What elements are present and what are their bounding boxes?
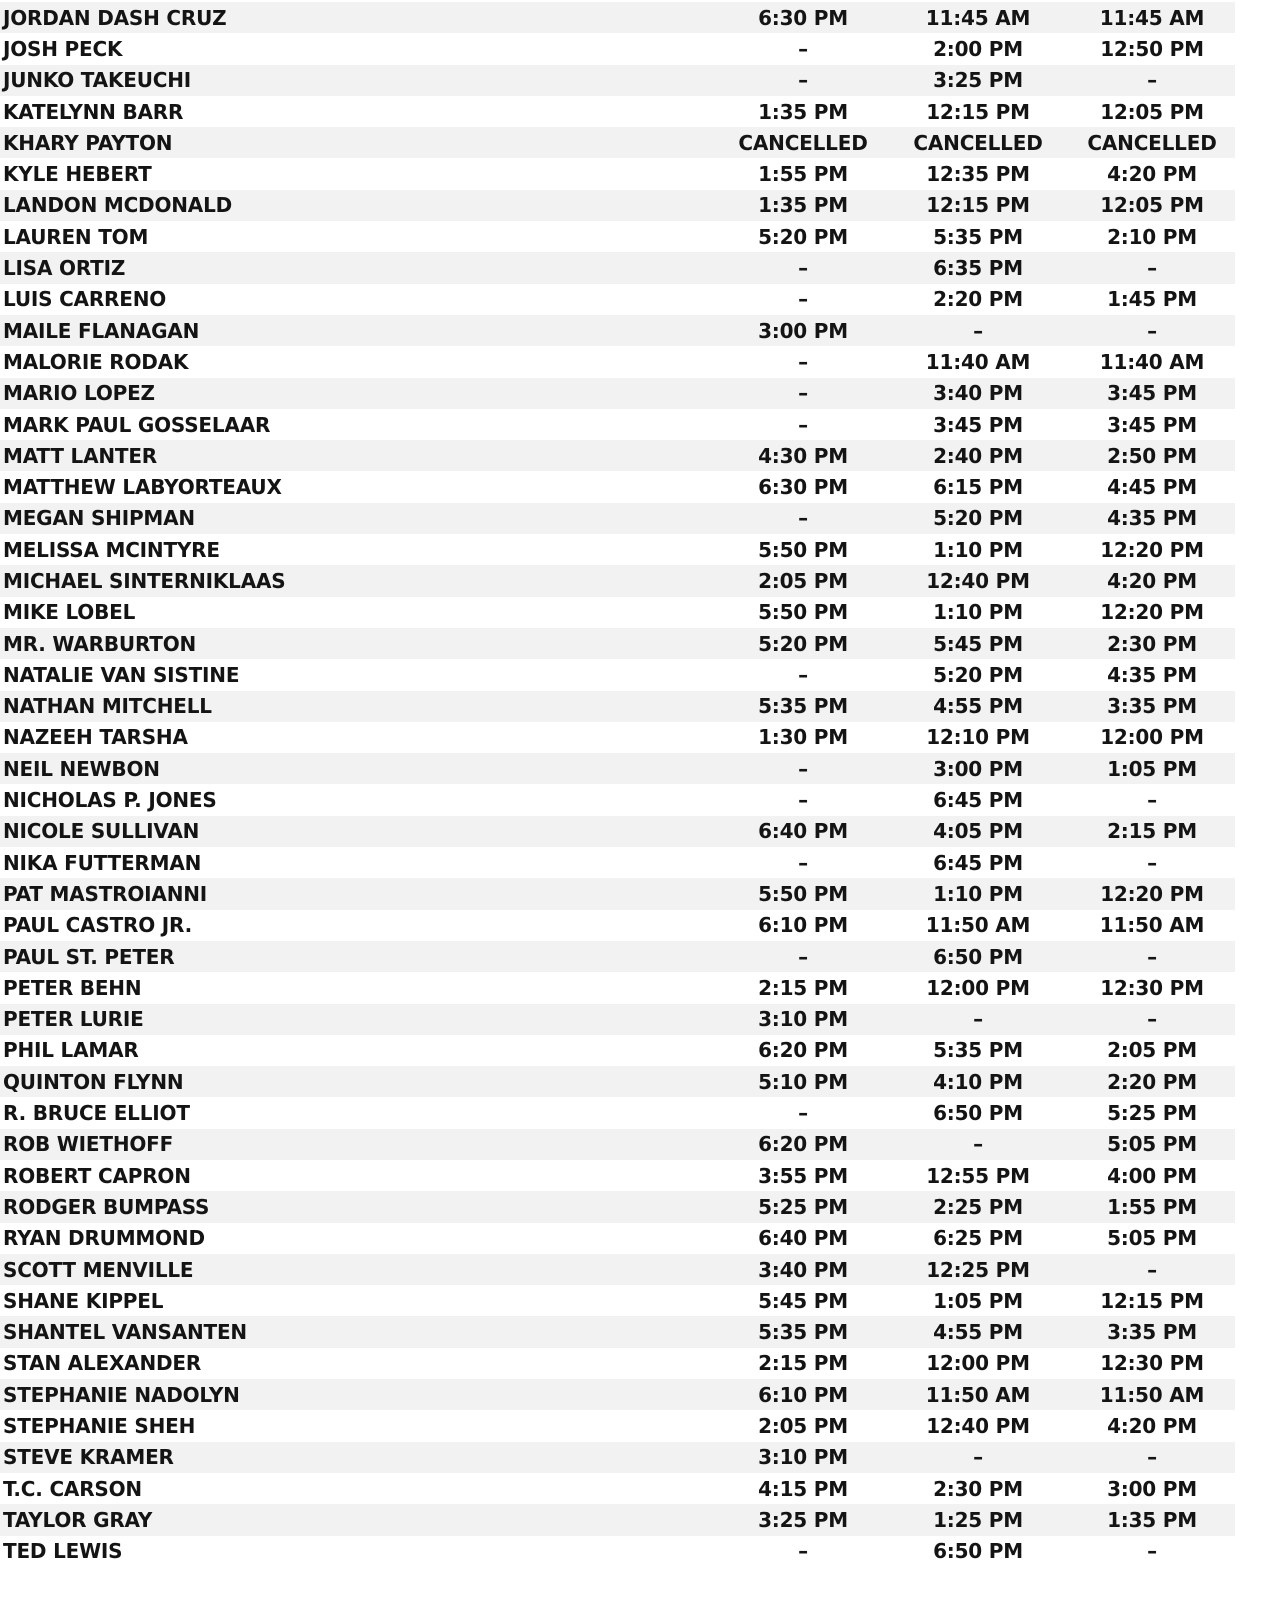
time-cell-3: 3:00 PM (1107, 1476, 1197, 1501)
table-row (0, 941, 1235, 972)
guest-name: SCOTT MENVILLE (3, 1257, 194, 1282)
time-cell-2: 1:10 PM (933, 600, 1023, 625)
time-cell-2: 5:45 PM (933, 631, 1023, 656)
table-row (0, 65, 1235, 96)
table-row (0, 722, 1235, 753)
time-cell-1: 3:25 PM (758, 1507, 848, 1532)
time-cell-3: 2:20 PM (1107, 1069, 1197, 1094)
time-cell-1: 5:25 PM (758, 1194, 848, 1219)
time-cell-2: 12:00 PM (926, 1351, 1030, 1376)
guest-name: RYAN DRUMMOND (3, 1226, 205, 1251)
guest-name: STEPHANIE NADOLYN (3, 1382, 240, 1407)
time-cell-3: 2:50 PM (1107, 443, 1197, 468)
guest-name: PETER LURIE (3, 1007, 144, 1032)
guest-name: LISA ORTIZ (3, 256, 126, 281)
time-cell-2: 12:15 PM (926, 193, 1030, 218)
table-row (0, 1379, 1235, 1410)
table-row (0, 1504, 1235, 1535)
time-cell-2: 11:50 AM (925, 913, 1031, 938)
time-cell-2: 1:05 PM (933, 1288, 1023, 1313)
guest-name: QUINTON FLYNN (3, 1069, 184, 1094)
table-row (0, 378, 1235, 409)
time-cell-2: 6:50 PM (933, 944, 1023, 969)
time-cell-3: 12:20 PM (1100, 881, 1204, 906)
time-cell-2: 6:35 PM (933, 256, 1023, 281)
time-cell-2: 11:45 AM (925, 5, 1031, 30)
guest-name: NATALIE VAN SISTINE (3, 662, 240, 687)
time-cell-1: CANCELLED (738, 130, 868, 155)
table-row (0, 878, 1235, 909)
guest-name: KYLE HEBERT (3, 162, 152, 187)
time-cell-1: – (798, 36, 808, 61)
time-cell-3: 5:05 PM (1107, 1132, 1197, 1157)
time-cell-2: 2:40 PM (933, 443, 1023, 468)
guest-name: MEGAN SHIPMAN (3, 506, 195, 531)
table-row (0, 1348, 1235, 1379)
time-cell-1: – (798, 1101, 808, 1126)
table-row (0, 1097, 1235, 1128)
guest-name: LANDON MCDONALD (3, 193, 233, 218)
time-cell-3: – (1147, 944, 1157, 969)
time-cell-2: 4:55 PM (933, 1320, 1023, 1345)
guest-name: TED LEWIS (3, 1539, 123, 1564)
guest-name: NICOLE SULLIVAN (3, 819, 200, 844)
time-cell-1: – (798, 381, 808, 406)
time-cell-2: 12:00 PM (926, 975, 1030, 1000)
time-cell-3: 1:55 PM (1107, 1194, 1197, 1219)
table-row (0, 1191, 1235, 1222)
guest-name: R. BRUCE ELLIOT (3, 1101, 190, 1126)
time-cell-1: 5:20 PM (758, 631, 848, 656)
guest-name: KHARY PAYTON (3, 130, 173, 155)
table-row (0, 1223, 1235, 1254)
time-cell-3: 11:50 AM (1099, 913, 1205, 938)
time-cell-1: 5:10 PM (758, 1069, 848, 1094)
time-cell-2: 3:25 PM (933, 68, 1023, 93)
time-cell-3: 2:10 PM (1107, 224, 1197, 249)
table-row (0, 284, 1235, 315)
time-cell-3: – (1147, 318, 1157, 343)
table-row (0, 1285, 1235, 1316)
time-cell-3: 2:15 PM (1107, 819, 1197, 844)
table-row (0, 346, 1235, 377)
table-row (0, 2, 1235, 33)
guest-name: LUIS CARRENO (3, 287, 167, 312)
time-cell-3: – (1147, 850, 1157, 875)
time-cell-3: 4:20 PM (1107, 162, 1197, 187)
time-cell-2: 6:15 PM (933, 475, 1023, 500)
time-cell-2: 3:00 PM (933, 756, 1023, 781)
time-cell-1: – (798, 349, 808, 374)
guest-name: MELISSA MCINTYRE (3, 537, 220, 562)
time-cell-3: 4:35 PM (1107, 506, 1197, 531)
time-cell-3: 4:35 PM (1107, 662, 1197, 687)
guest-name: PAUL ST. PETER (3, 944, 175, 969)
time-cell-3: 5:25 PM (1107, 1101, 1197, 1126)
time-cell-1: – (798, 662, 808, 687)
time-cell-1: 6:40 PM (758, 819, 848, 844)
time-cell-2: 5:35 PM (933, 1038, 1023, 1063)
time-cell-3: 3:35 PM (1107, 1320, 1197, 1345)
time-cell-1: – (798, 287, 808, 312)
time-cell-3: – (1147, 788, 1157, 813)
time-cell-2: CANCELLED (913, 130, 1043, 155)
table-row (0, 784, 1235, 815)
time-cell-1: 1:35 PM (758, 193, 848, 218)
time-cell-1: 3:10 PM (758, 1007, 848, 1032)
time-cell-1: 5:50 PM (758, 537, 848, 562)
table-row (0, 190, 1235, 221)
time-cell-2: – (973, 318, 983, 343)
time-cell-2: 2:25 PM (933, 1194, 1023, 1219)
time-cell-1: 3:10 PM (758, 1445, 848, 1470)
guest-name: MIKE LOBEL (3, 600, 136, 625)
table-row (0, 534, 1235, 565)
table-row (0, 440, 1235, 471)
guest-name: MARK PAUL GOSSELAAR (3, 412, 271, 437)
time-cell-3: 1:35 PM (1107, 1507, 1197, 1532)
guest-name: NICHOLAS P. JONES (3, 788, 217, 813)
time-cell-2: 3:45 PM (933, 412, 1023, 437)
time-cell-1: 2:05 PM (758, 568, 848, 593)
table-row (0, 471, 1235, 502)
time-cell-2: 2:00 PM (933, 36, 1023, 61)
time-cell-1: 1:30 PM (758, 725, 848, 750)
guest-name: SHANTEL VANSANTEN (3, 1320, 247, 1345)
table-row (0, 158, 1235, 189)
table-row (0, 315, 1235, 346)
time-cell-2: – (973, 1007, 983, 1032)
guest-name: T.C. CARSON (3, 1476, 142, 1501)
time-cell-3: 11:40 AM (1099, 349, 1205, 374)
time-cell-2: 6:50 PM (933, 1539, 1023, 1564)
time-cell-1: 6:10 PM (758, 1382, 848, 1407)
time-cell-3: 4:00 PM (1107, 1163, 1197, 1188)
time-cell-1: 1:55 PM (758, 162, 848, 187)
table-row (0, 503, 1235, 534)
time-cell-3: 12:05 PM (1100, 99, 1204, 124)
time-cell-2: 12:15 PM (926, 99, 1030, 124)
time-cell-3: 12:30 PM (1100, 975, 1204, 1000)
time-cell-1: 2:05 PM (758, 1414, 848, 1438)
guest-name: MAILE FLANAGAN (3, 318, 200, 343)
guest-name: MATTHEW LABYORTEAUX (3, 475, 282, 500)
time-cell-3: – (1147, 1257, 1157, 1282)
time-cell-3: 3:45 PM (1107, 381, 1197, 406)
time-cell-1: 6:30 PM (758, 5, 848, 30)
table-row (0, 1066, 1235, 1097)
guest-name: JORDAN DASH CRUZ (3, 5, 227, 30)
time-cell-3: 5:05 PM (1107, 1226, 1197, 1251)
time-cell-3: 12:00 PM (1100, 725, 1204, 750)
time-cell-1: 1:35 PM (758, 99, 848, 124)
table-row (0, 96, 1235, 127)
time-cell-2: 3:40 PM (933, 381, 1023, 406)
time-cell-1: 6:10 PM (758, 913, 848, 938)
time-cell-3: 12:20 PM (1100, 537, 1204, 562)
table-row (0, 972, 1235, 1003)
time-cell-2: 12:10 PM (926, 725, 1030, 750)
time-cell-1: 3:55 PM (758, 1163, 848, 1188)
time-cell-3: 3:45 PM (1107, 412, 1197, 437)
guest-name: SHANE KIPPEL (3, 1288, 164, 1313)
guest-name: NAZEEH TARSHA (3, 725, 188, 750)
time-cell-2: 4:10 PM (933, 1069, 1023, 1094)
time-cell-2: 12:25 PM (926, 1257, 1030, 1282)
guest-name: MALORIE RODAK (3, 349, 189, 374)
time-cell-1: 2:15 PM (758, 975, 848, 1000)
guest-name: RODGER BUMPASS (3, 1194, 210, 1219)
table-row (0, 127, 1235, 158)
time-cell-1: – (798, 1539, 808, 1564)
guest-name: LAUREN TOM (3, 224, 149, 249)
guest-name: KATELYNN BARR (3, 99, 184, 124)
table-row (0, 1129, 1235, 1160)
time-cell-2: 11:50 AM (925, 1382, 1031, 1407)
time-cell-1: – (798, 506, 808, 531)
table-row (0, 33, 1235, 64)
time-cell-3: – (1147, 1445, 1157, 1470)
table-row (0, 753, 1235, 784)
time-cell-1: 5:35 PM (758, 1320, 848, 1345)
table-row (0, 1160, 1235, 1191)
guest-name: NEIL NEWBON (3, 756, 160, 781)
time-cell-3: – (1147, 1007, 1157, 1032)
time-cell-1: 6:20 PM (758, 1132, 848, 1157)
time-cell-1: 3:00 PM (758, 318, 848, 343)
time-cell-1: 6:30 PM (758, 475, 848, 500)
table-row (0, 1035, 1235, 1066)
time-cell-2: 6:45 PM (933, 788, 1023, 813)
time-cell-1: 2:15 PM (758, 1351, 848, 1376)
table-row (0, 1473, 1235, 1504)
time-cell-1: – (798, 68, 808, 93)
time-cell-2: 2:20 PM (933, 287, 1023, 312)
time-cell-1: 6:20 PM (758, 1038, 848, 1063)
guest-name: JOSH PECK (3, 36, 123, 61)
time-cell-3: 2:05 PM (1107, 1038, 1197, 1063)
time-cell-3: 1:05 PM (1107, 756, 1197, 781)
guest-name: MARIO LOPEZ (3, 381, 155, 406)
guest-name: NIKA FUTTERMAN (3, 850, 202, 875)
time-cell-3: 12:15 PM (1100, 1288, 1204, 1313)
table-row (0, 1536, 1235, 1567)
table-row (0, 910, 1235, 941)
time-cell-3: 4:20 PM (1107, 568, 1197, 593)
time-cell-1: – (798, 788, 808, 813)
time-cell-2: 12:40 PM (926, 568, 1030, 593)
time-cell-1: 4:30 PM (758, 443, 848, 468)
time-cell-3: 2:30 PM (1107, 631, 1197, 656)
time-cell-3: CANCELLED (1087, 130, 1217, 155)
schedule-table (0, 2, 1235, 1567)
time-cell-3: 4:45 PM (1107, 475, 1197, 500)
guest-name: PHIL LAMAR (3, 1038, 139, 1063)
time-cell-1: 5:50 PM (758, 600, 848, 625)
time-cell-2: 1:25 PM (933, 1507, 1023, 1532)
time-cell-1: – (798, 256, 808, 281)
guest-name: PETER BEHN (3, 975, 142, 1000)
time-cell-1: 5:20 PM (758, 224, 848, 249)
time-cell-3: 3:35 PM (1107, 694, 1197, 719)
guest-name: STEVE KRAMER (3, 1445, 174, 1470)
time-cell-3: 12:20 PM (1100, 600, 1204, 625)
guest-name: TAYLOR GRAY (3, 1507, 153, 1532)
guest-name: PAUL CASTRO JR. (3, 913, 193, 938)
time-cell-1: – (798, 850, 808, 875)
time-cell-1: – (798, 944, 808, 969)
table-row (0, 1254, 1235, 1285)
time-cell-2: 12:55 PM (926, 1163, 1030, 1188)
guest-name: JUNKO TAKEUCHI (3, 68, 192, 93)
time-cell-3: 12:50 PM (1100, 36, 1204, 61)
guest-name: MATT LANTER (3, 443, 158, 468)
time-cell-2: – (973, 1132, 983, 1157)
guest-name: ROBERT CAPRON (3, 1163, 191, 1188)
table-row (0, 1004, 1235, 1035)
time-cell-2: 1:10 PM (933, 881, 1023, 906)
guest-name: ROB WIETHOFF (3, 1132, 174, 1157)
table-row (0, 628, 1235, 659)
time-cell-1: 6:40 PM (758, 1226, 848, 1251)
table-row (0, 252, 1235, 283)
time-cell-3: 12:05 PM (1100, 193, 1204, 218)
table-row (0, 1316, 1235, 1347)
time-cell-1: 3:40 PM (758, 1257, 848, 1282)
table-row (0, 565, 1235, 596)
guest-name: NATHAN MITCHELL (3, 694, 212, 719)
table-row (0, 847, 1235, 878)
time-cell-1: 5:50 PM (758, 881, 848, 906)
time-cell-2: 4:55 PM (933, 694, 1023, 719)
table-row (0, 1410, 1235, 1441)
time-cell-1: 5:45 PM (758, 1288, 848, 1313)
time-cell-1: 4:15 PM (758, 1476, 848, 1501)
time-cell-2: 6:50 PM (933, 1101, 1023, 1126)
time-cell-1: – (798, 412, 808, 437)
table-row (0, 659, 1235, 690)
guest-name: PAT MASTROIANNI (3, 881, 208, 906)
time-cell-3: – (1147, 256, 1157, 281)
time-cell-3: 11:45 AM (1099, 5, 1205, 30)
time-cell-3: 1:45 PM (1107, 287, 1197, 312)
time-cell-3: 12:30 PM (1100, 1351, 1204, 1376)
time-cell-3: 4:20 PM (1107, 1414, 1197, 1438)
table-row (0, 691, 1235, 722)
time-cell-2: 6:45 PM (933, 850, 1023, 875)
time-cell-2: 5:35 PM (933, 224, 1023, 249)
time-cell-1: 5:35 PM (758, 694, 848, 719)
time-cell-2: – (973, 1445, 983, 1470)
time-cell-2: 12:40 PM (926, 1414, 1030, 1438)
time-cell-3: – (1147, 68, 1157, 93)
time-cell-2: 11:40 AM (925, 349, 1031, 374)
table-row (0, 816, 1235, 847)
time-cell-2: 4:05 PM (933, 819, 1023, 844)
table-row (0, 409, 1235, 440)
table-row (0, 221, 1235, 252)
time-cell-2: 12:35 PM (926, 162, 1030, 187)
guest-name: STEPHANIE SHEH (3, 1414, 196, 1438)
time-cell-1: – (798, 756, 808, 781)
guest-name: MR. WARBURTON (3, 631, 197, 656)
time-cell-2: 2:30 PM (933, 1476, 1023, 1501)
time-cell-3: – (1147, 1539, 1157, 1564)
time-cell-2: 5:20 PM (933, 506, 1023, 531)
time-cell-2: 6:25 PM (933, 1226, 1023, 1251)
time-cell-2: 1:10 PM (933, 537, 1023, 562)
table-row (0, 1442, 1235, 1473)
guest-name: STAN ALEXANDER (3, 1351, 202, 1376)
time-cell-2: 5:20 PM (933, 662, 1023, 687)
guest-name: MICHAEL SINTERNIKLAAS (3, 568, 286, 593)
table-row (0, 597, 1235, 628)
time-cell-3: 11:50 AM (1099, 1382, 1205, 1407)
